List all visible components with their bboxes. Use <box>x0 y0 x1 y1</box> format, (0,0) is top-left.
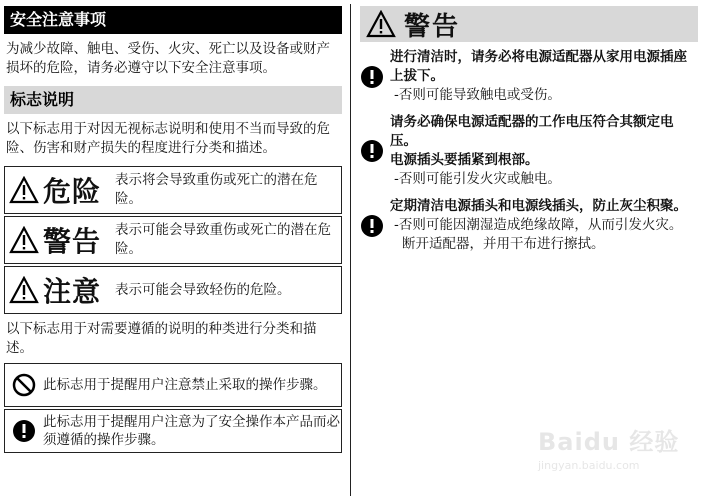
instructions-intro-text: 以下标志用于对需要遵循的说明的种类进行分类和描述。 <box>6 321 317 356</box>
mandatory-icon <box>360 65 384 89</box>
warning-item-instruction: 断开适配器，并用干布进行擦拭。 <box>402 236 605 252</box>
warning-triangle-icon <box>9 226 39 254</box>
hazard-word-caution: 注意 <box>43 275 102 308</box>
watermark-brand: Baidu 经验 <box>538 428 680 456</box>
safety-section-title: 安全注意事项 <box>4 6 342 34</box>
symbols-intro-text: 以下标志用于对因无视标志说明和使用不当而导致的危险、伤害和财产损失的程度进行分类和描述。 <box>6 121 330 156</box>
warning-triangle-icon <box>9 176 39 204</box>
warning-item-bold-text: 电源插头要插紧到根部。 <box>390 152 539 168</box>
column-divider <box>350 4 351 496</box>
hazard-warning-box <box>4 216 342 264</box>
mandatory-icon <box>360 139 384 163</box>
watermark-url: jingyan.baidu.com <box>538 459 640 472</box>
safety-intro-text: 为减少故障、触电、受伤、火灾、死亡以及设备或财产损坏的危险，请务必遵守以下安全注意事项。 <box>6 41 330 76</box>
prohibition-symbol-box <box>4 363 342 407</box>
warning-item-bold-text: 请务必确保电源适配器的工作电压符合其额定电压。 <box>390 114 674 149</box>
warning-item-bold-text: 定期清洁电源插头和电源线插头，防止灰尘积聚。 <box>390 198 687 214</box>
hazard-word-warning: 警告 <box>43 225 102 258</box>
mandatory-symbol-text: 此标志用于提醒用户注意为了安全操作本产品而必须遵循的操作步骤。 <box>43 414 340 448</box>
symbols-section-title: 标志说明 <box>4 86 342 114</box>
warning-item-dust <box>360 197 698 254</box>
hazard-word-danger: 危险 <box>43 175 102 208</box>
hazard-desc-danger: 表示将会导致重伤或死亡的潜在危险。 <box>115 172 318 207</box>
right-column <box>360 6 698 254</box>
prohibition-icon <box>12 373 36 397</box>
warning-item-voltage <box>360 113 698 189</box>
warning-item-consequence: -否则可能引发火灾或触电。 <box>394 171 561 187</box>
warning-triangle-icon <box>366 10 396 38</box>
warning-section-header <box>360 6 698 42</box>
mandatory-icon <box>360 214 384 238</box>
prohibition-symbol-text: 此标志用于提醒用户注意禁止采取的操作步骤。 <box>43 377 327 393</box>
hazard-danger-box <box>4 166 342 214</box>
mandatory-icon <box>12 419 36 443</box>
hazard-desc-warning: 表示可能会导致重伤或死亡的潜在危险。 <box>115 222 331 257</box>
watermark <box>538 422 688 482</box>
mandatory-symbol-box <box>4 409 342 453</box>
left-column <box>4 6 342 453</box>
warning-item-consequence: -否则可能因潮湿造成绝缘故障，从而引发火灾。 <box>394 217 683 233</box>
warning-section-title: 警告 <box>404 11 461 42</box>
hazard-caution-box <box>4 266 342 314</box>
warning-item-cleaning <box>360 48 698 105</box>
warning-item-bold-text: 进行清洁时，请务必将电源适配器从家用电源插座上拔下。 <box>390 49 687 84</box>
warning-item-consequence: -否则可能导致触电或受伤。 <box>394 87 561 103</box>
hazard-desc-caution: 表示可能会导致轻伤的危险。 <box>115 281 291 298</box>
warning-triangle-icon <box>9 276 39 304</box>
